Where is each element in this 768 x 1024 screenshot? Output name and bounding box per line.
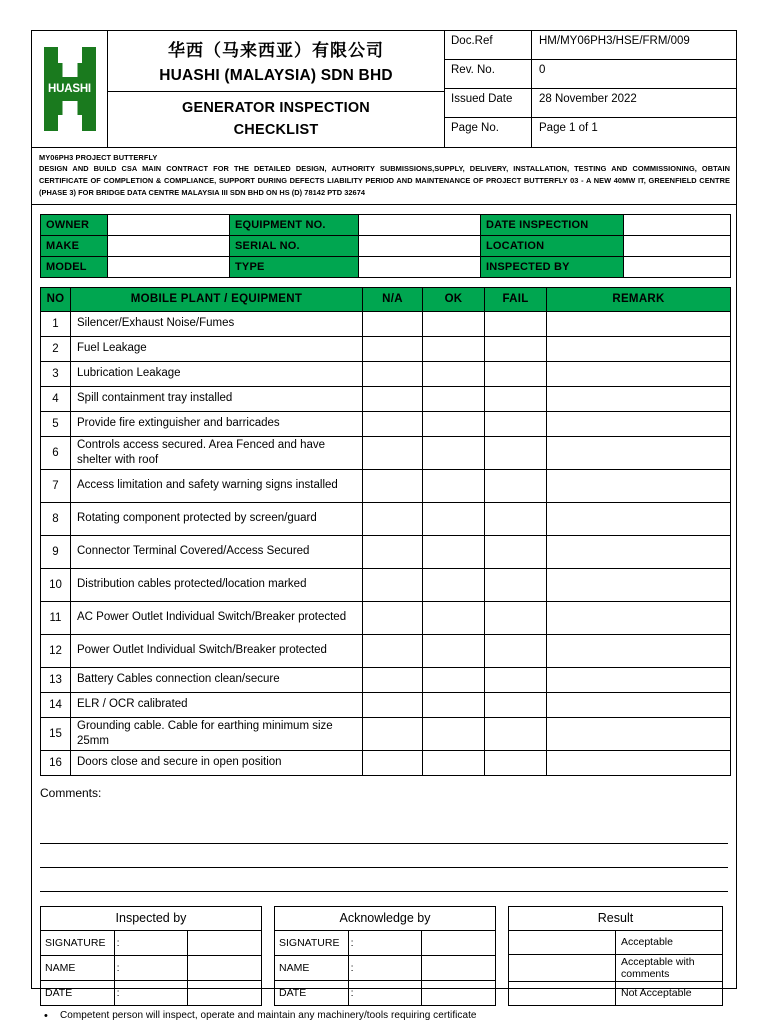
row-no: 7 [41,469,71,502]
checklist-body [41,311,731,775]
acknowledge-by-box [274,906,496,1006]
table-row [41,692,731,717]
acknowledge-by-signature-label: SIGNATURE [275,930,349,955]
row-description: Doors close and secure in open position [71,750,363,775]
result-checkbox-acceptable-with-comments[interactable] [509,954,616,981]
row-no: 1 [41,311,71,336]
row-description: Connector Terminal Covered/Access Secured [71,535,363,568]
document-header [32,31,736,148]
row-ok-cell[interactable] [423,568,485,601]
row-na-cell[interactable] [363,634,423,667]
row-fail-cell[interactable] [485,692,547,717]
result-label-acceptable: Acceptable [616,930,723,954]
table-row [41,601,731,634]
row-no: 15 [41,717,71,750]
row-remark-cell[interactable] [547,601,731,634]
meta-key-pageno: Page No. [445,118,532,146]
field-type[interactable] [359,256,481,277]
project-description-block [32,148,736,205]
row-description: Controls access secured. Area Fenced and have shelter with roof [71,436,363,469]
row-remark-cell[interactable] [547,717,731,750]
row-na-cell[interactable] [363,667,423,692]
row-no: 4 [41,386,71,411]
label-serial-no: SERIAL NO. [230,235,359,256]
row-description: Power Outlet Individual Switch/Breaker protected [71,634,363,667]
row-no: 6 [41,436,71,469]
row-fail-cell[interactable] [485,601,547,634]
row-ok-cell[interactable] [423,336,485,361]
result-label-acceptable-with-comments: Acceptable with comments [616,954,723,981]
row-fail-cell[interactable] [485,311,547,336]
info-row-1 [41,214,731,235]
acknowledge-by-date-field[interactable] [422,980,496,1005]
table-row [41,386,731,411]
row-no: 10 [41,568,71,601]
inspected-by-date-row [41,980,262,1005]
inspected-by-box [40,906,262,1006]
row-ok-cell[interactable] [423,311,485,336]
row-remark-cell[interactable] [547,469,731,502]
row-na-cell[interactable] [363,750,423,775]
field-inspected-by[interactable] [624,256,731,277]
result-title: Result [509,906,723,930]
row-na-cell[interactable] [363,311,423,336]
checklist-header-row [41,287,731,311]
comments-line-3[interactable] [40,868,728,892]
row-ok-cell[interactable] [423,469,485,502]
row-fail-cell[interactable] [485,750,547,775]
table-row [41,411,731,436]
meta-row-docref [445,31,736,60]
checklist-table [40,287,731,776]
inspected-by-name-label: NAME [41,955,115,980]
row-remark-cell[interactable] [547,311,731,336]
bullet-icon: • [44,1009,48,1022]
inspected-by-date-label: DATE [41,980,115,1005]
equipment-info-table [40,214,731,278]
result-checkbox-not-acceptable[interactable] [509,981,616,1005]
acknowledge-by-signature-row [275,930,496,955]
table-row [41,535,731,568]
row-remark-cell[interactable] [547,361,731,386]
row-remark-cell[interactable] [547,750,731,775]
checklist-section [32,287,736,776]
meta-row-issueddate [445,89,736,118]
meta-key-issueddate: Issued Date [445,89,532,117]
row-fail-cell[interactable] [485,717,547,750]
row-description: Grounding cable. Cable for earthing minimum size 25mm [71,717,363,750]
inspected-by-signature-field[interactable] [188,930,262,955]
row-ok-cell[interactable] [423,386,485,411]
row-description: Lubrication Leakage [71,361,363,386]
row-na-cell[interactable] [363,386,423,411]
meta-key-docref: Doc.Ref [445,31,532,59]
row-description: Spill containment tray installed [71,386,363,411]
row-fail-cell[interactable] [485,336,547,361]
row-no: 11 [41,601,71,634]
row-fail-cell[interactable] [485,361,547,386]
row-na-cell[interactable] [363,361,423,386]
row-fail-cell[interactable] [485,568,547,601]
row-fail-cell[interactable] [485,634,547,667]
acknowledge-by-title: Acknowledge by [275,906,496,930]
inspected-by-signature-row [41,930,262,955]
row-description: Provide fire extinguisher and barricades [71,411,363,436]
inspected-by-date-colon: : [114,980,188,1005]
col-header-fail: FAIL [485,287,547,311]
acknowledge-by-signature-field[interactable] [422,930,496,955]
row-ok-cell[interactable] [423,502,485,535]
row-ok-cell[interactable] [423,634,485,667]
row-description: AC Power Outlet Individual Switch/Breaker protected [71,601,363,634]
row-fail-cell[interactable] [485,386,547,411]
row-remark-cell[interactable] [547,386,731,411]
acknowledge-by-name-label: NAME [275,955,349,980]
comments-line-2[interactable] [40,844,728,868]
label-model: MODEL [41,256,108,277]
row-no: 14 [41,692,71,717]
table-row [41,568,731,601]
field-make[interactable] [108,235,230,256]
row-no: 5 [41,411,71,436]
row-na-cell[interactable] [363,411,423,436]
col-header-ok: OK [423,287,485,311]
table-row [41,436,731,469]
row-na-cell[interactable] [363,535,423,568]
row-ok-cell[interactable] [423,601,485,634]
inspected-by-signature-label: SIGNATURE [41,930,115,955]
inspected-by-header-row [41,906,262,930]
field-location[interactable] [624,235,731,256]
info-row-3 [41,256,731,277]
row-remark-cell[interactable] [547,336,731,361]
acknowledge-by-name-row [275,955,496,980]
label-location: LOCATION [481,235,624,256]
inspected-by-name-field[interactable] [188,955,262,980]
project-code-line: MY06PH3 PROJECT BUTTERFLY [39,152,158,162]
table-row [41,717,731,750]
table-row [41,667,731,692]
row-ok-cell[interactable] [423,692,485,717]
document-meta-table [445,31,736,147]
row-remark-cell[interactable] [547,634,731,667]
acknowledge-by-name-field[interactable] [422,955,496,980]
row-description: Silencer/Exhaust Noise/Fumes [71,311,363,336]
acknowledge-by-name-colon: : [348,955,422,980]
result-header-row [509,906,723,930]
meta-row-pageno [445,118,736,146]
result-option-row [509,930,723,954]
table-row [41,502,731,535]
row-no: 3 [41,361,71,386]
inspected-by-title: Inspected by [41,906,262,930]
info-row-2 [41,235,731,256]
label-equipment-no: EQUIPMENT NO. [230,214,359,235]
form-title [108,92,444,147]
logo-notch-bottom-wide [58,115,82,131]
meta-value-pageno: Page 1 of 1 [539,122,598,135]
form-sheet [31,30,737,1022]
project-scope-text: DESIGN AND BUILD CSA MAIN CONTRACT FOR THE DETAILED DESIGN, AUTHORITY SUBMISSIONS,SUPPLY, DELIVERY, INSTALLATION, TESTING AND COMMISSIONING, OBTAIN CERTIFICATE OF COMPLETION & COMPLIANCE, SUPPORT DURING DEFECTS LIABILITY PERIOD AND MAINTENANCE OF PROJECT BUTTERFLY 03 - A NEW 40MW IT, GREENFIELD CENTRE (PHASE 3) FOR BRIDGE DATA CENTRE MALAYSIA III SDN BHD ON HS (D) 78142 PTD 32674 [39,163,730,197]
acknowledge-by-date-colon: : [348,980,422,1005]
acknowledge-by-header-row [275,906,496,930]
row-description: Battery Cables connection clean/secure [71,667,363,692]
field-serial-no[interactable] [359,235,481,256]
col-header-remark: REMARK [547,287,731,311]
title-block [108,31,445,147]
company-name-chinese: 华西（马来西亚）有限公司 [168,41,384,61]
company-name-english: HUASHI (MALAYSIA) SDN BHD [108,65,444,92]
form-title-line1: GENERATOR INSPECTION [182,100,370,116]
row-na-cell[interactable] [363,568,423,601]
row-na-cell[interactable] [363,436,423,469]
row-na-cell[interactable] [363,601,423,634]
field-date-inspection[interactable] [624,214,731,235]
acknowledge-by-date-label: DATE [275,980,349,1005]
row-na-cell[interactable] [363,717,423,750]
row-fail-cell[interactable] [485,667,547,692]
row-no: 9 [41,535,71,568]
row-fail-cell[interactable] [485,535,547,568]
meta-value-docref: HM/MY06PH3/HSE/FRM/009 [539,35,690,47]
row-remark-cell[interactable] [547,436,731,469]
row-no: 13 [41,667,71,692]
row-na-cell[interactable] [363,336,423,361]
table-row [41,336,731,361]
form-title-line2: CHECKLIST [233,121,319,138]
row-no: 2 [41,336,71,361]
spacer-after-project [32,205,736,214]
label-type: TYPE [230,256,359,277]
col-header-equipment: MOBILE PLANT / EQUIPMENT [71,287,363,311]
row-ok-cell[interactable] [423,750,485,775]
row-na-cell[interactable] [363,692,423,717]
row-ok-cell[interactable] [423,436,485,469]
row-remark-cell[interactable] [547,667,731,692]
row-description: ELR / OCR calibrated [71,692,363,717]
field-equipment-no[interactable] [359,214,481,235]
row-no: 16 [41,750,71,775]
comments-label: Comments: [40,785,102,800]
row-no: 8 [41,502,71,535]
comments-section [32,786,736,892]
row-no: 12 [41,634,71,667]
result-option-row [509,981,723,1005]
inspected-by-name-colon: : [114,955,188,980]
acknowledge-by-date-row [275,980,496,1005]
row-remark-cell[interactable] [547,502,731,535]
row-remark-cell[interactable] [547,692,731,717]
logo-notch-top-wide [58,47,82,63]
result-label-not-acceptable: Not Acceptable [616,981,723,1005]
table-row [41,311,731,336]
table-row [41,361,731,386]
row-ok-cell[interactable] [423,535,485,568]
row-fail-cell[interactable] [485,502,547,535]
logo-wordmark: HUASHI [48,82,91,95]
label-owner: OWNER [41,214,108,235]
footer-note-text: Competent person will inspect, operate and maintain any machinery/tools requiring certificate [60,1009,477,1021]
row-ok-cell[interactable] [423,717,485,750]
result-option-row [509,954,723,981]
row-remark-cell[interactable] [547,411,731,436]
label-date-inspection: DATE INSPECTION [481,214,624,235]
row-description: Distribution cables protected/location marked [71,568,363,601]
inspected-by-date-field[interactable] [188,980,262,1005]
acknowledge-by-signature-colon: : [348,930,422,955]
col-header-na: N/A [363,287,423,311]
equipment-info-section [32,214,736,278]
comments-line-1[interactable] [40,820,728,844]
field-model[interactable] [108,256,230,277]
huashi-logo-icon [44,47,96,131]
inspected-by-signature-colon: : [114,930,188,955]
row-description: Rotating component protected by screen/guard [71,502,363,535]
table-row [41,750,731,775]
table-row [41,469,731,502]
signature-section [32,906,736,1006]
row-na-cell[interactable] [363,469,423,502]
table-row [41,634,731,667]
row-remark-cell[interactable] [547,568,731,601]
row-ok-cell[interactable] [423,411,485,436]
meta-key-revno: Rev. No. [445,60,532,88]
row-ok-cell[interactable] [423,361,485,386]
col-header-no: NO [41,287,71,311]
company-logo-cell [32,31,108,147]
row-fail-cell[interactable] [485,436,547,469]
row-description: Fuel Leakage [71,336,363,361]
label-make: MAKE [41,235,108,256]
row-description: Access limitation and safety warning signs installed [71,469,363,502]
inspected-by-name-row [41,955,262,980]
row-fail-cell[interactable] [485,469,547,502]
meta-row-revno [445,60,736,89]
meta-value-revno: 0 [539,64,546,77]
footer-note [32,1006,736,1021]
result-checkbox-acceptable[interactable] [509,930,616,954]
row-fail-cell[interactable] [485,411,547,436]
label-inspected-by: INSPECTED BY [481,256,624,277]
meta-value-issueddate: 28 November 2022 [539,93,637,106]
row-na-cell[interactable] [363,502,423,535]
row-ok-cell[interactable] [423,667,485,692]
field-owner[interactable] [108,214,230,235]
row-remark-cell[interactable] [547,535,731,568]
result-box [508,906,723,1006]
